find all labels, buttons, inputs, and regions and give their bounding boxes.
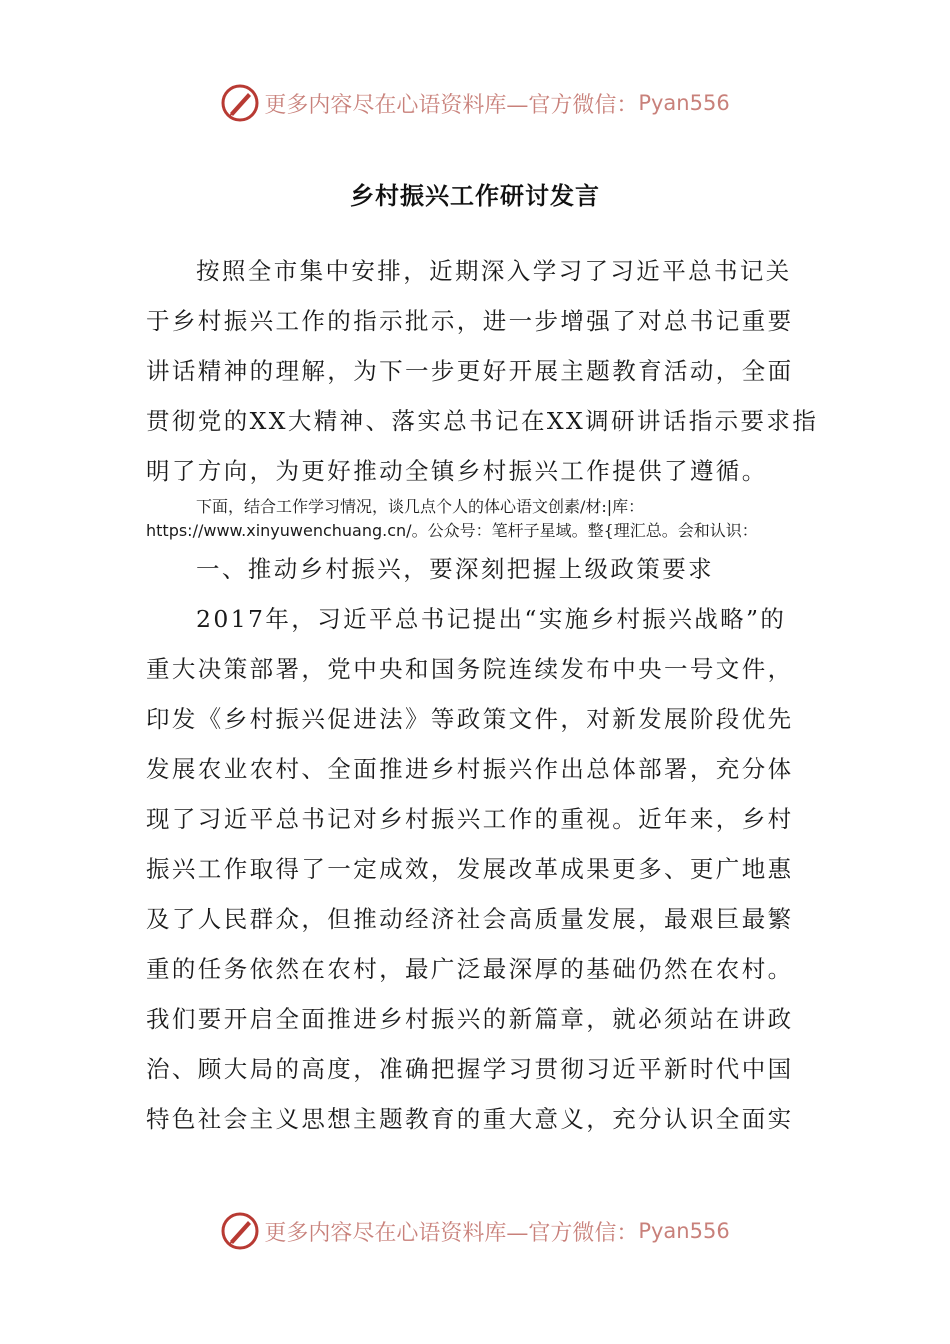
header-banner [0, 80, 950, 126]
watermark-note-line1: 下面，结合工作学习情况，谈几点个人的体心语文创素/材:|库： [196, 497, 645, 516]
text-line: 我们要开启全面推进乡村振兴的新篇章，就必须站在讲政 [146, 1005, 794, 1033]
paragraph-intro [146, 246, 818, 496]
text-line: 重大决策部署，党中央和国务院连续发布中央一号文件， [146, 655, 794, 683]
banner-text: 更多内容尽在心语资料库—官方微信： [264, 1220, 639, 1246]
text-line: 现了习近平总书记对乡村振兴工作的重视。近年来，乡村 [146, 805, 794, 833]
heading-text: 一、推动乡村振兴，要深刻把握上级政策要求 [196, 555, 714, 583]
text-line: 明了方向，为更好推动全镇乡村振兴工作提供了遵循。 [146, 457, 768, 485]
watermark-note-line2 [146, 518, 758, 544]
banner-wechat-id: Pyan556 [638, 91, 730, 115]
footer-banner [0, 1208, 950, 1254]
text-line: 印发《乡村振兴促进法》等政策文件，对新发展阶段优先 [146, 705, 794, 733]
text-line: 按照全市集中安排，近期深入学习了习近平总书记关 [196, 257, 792, 285]
text-line: 振兴工作取得了一定成效，发展改革成果更多、更广地惠 [146, 855, 794, 883]
document-title: 乡村振兴工作研讨发言 [350, 182, 600, 210]
banner-text: 更多内容尽在心语资料库—官方微信： [264, 92, 639, 118]
text-line: 治、顾大局的高度，准确把握学习贯彻习近平新时代中国 [146, 1055, 794, 1083]
pen-logo-icon [220, 83, 260, 123]
section-heading [146, 544, 818, 594]
text-line: 及了人民群众，但推动经济社会高质量发展，最艰巨最繁 [146, 905, 794, 933]
text-line: 讲话精神的理解，为下一步更好开展主题教育活动，全面 [146, 357, 794, 385]
watermark-url: https://www.xinyuwenchuang.cn/ [146, 521, 412, 540]
text-line: 于乡村振兴工作的指示批示，进一步增强了对总书记重要 [146, 307, 794, 335]
paragraph-section1 [146, 594, 818, 1144]
banner-wechat-id: Pyan556 [638, 1219, 730, 1243]
text-line: 重的任务依然在农村，最广泛最深厚的基础仍然在农村。 [146, 955, 794, 983]
pen-logo-icon [220, 1211, 260, 1251]
text-line: 特色社会主义思想主题教育的重大意义，充分认识全面实 [146, 1105, 794, 1133]
text-line: 发展农业农村、全面推进乡村振兴作出总体部署，充分体 [146, 755, 794, 783]
text-line: 贯彻党的XX大精神、落实总书记在XX调研讲话指示要求指 [146, 407, 819, 435]
watermark-note-rest: 。公众号：笔杆子星域。整{理汇总。会和认识： [411, 521, 758, 540]
text-line: 2017年，习近平总书记提出“实施乡村振兴战略”的 [196, 605, 787, 633]
